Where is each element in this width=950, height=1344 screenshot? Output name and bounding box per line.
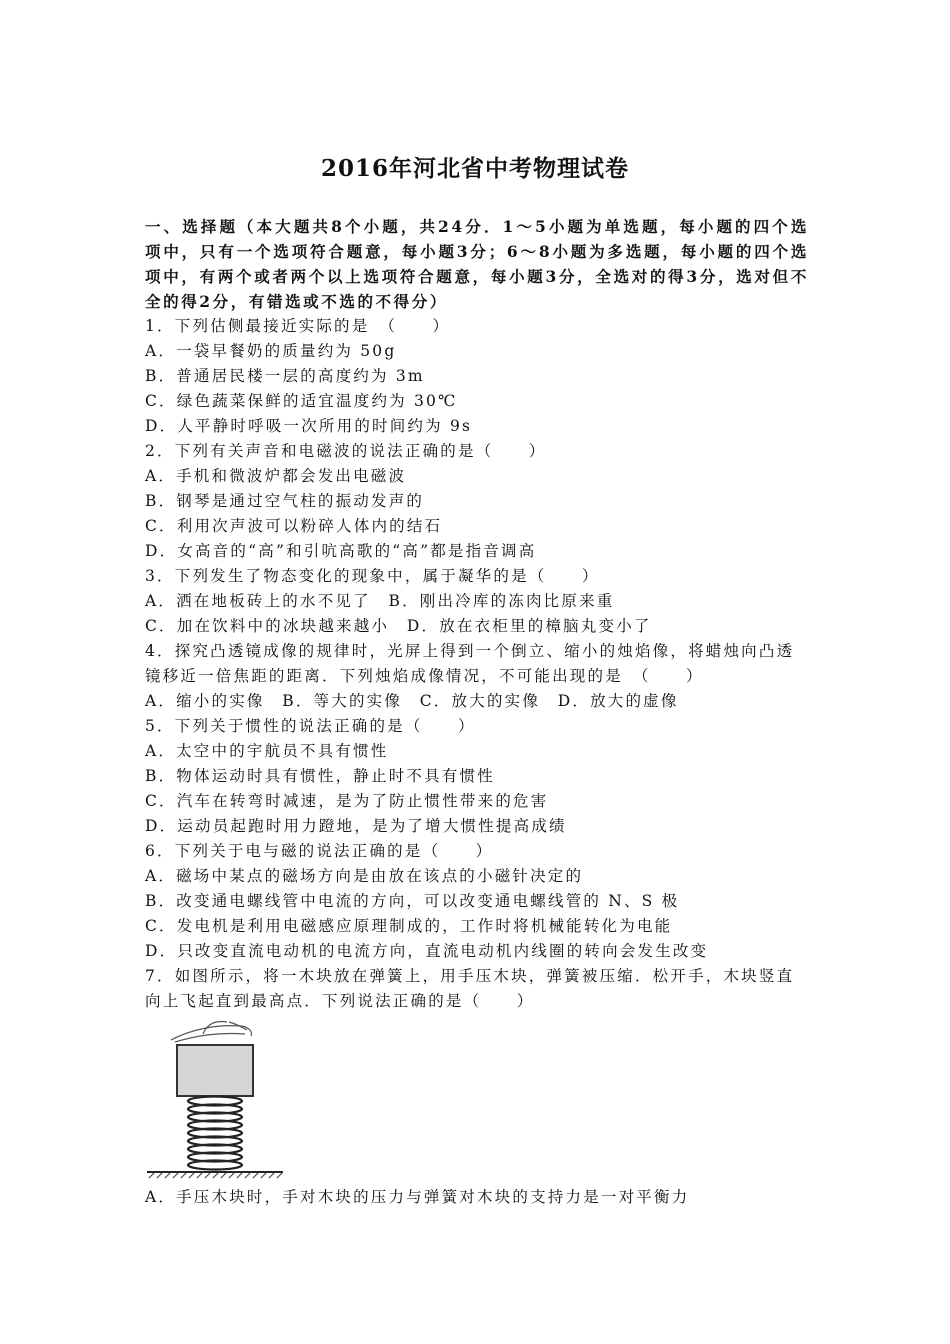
spring-block-diagram [145, 1018, 285, 1183]
question-7-option-a: A．手压木块时，手对木块的压力与弹簧对木块的支持力是一对平衡力 [145, 1188, 690, 1206]
question-6-option-c: C．发电机是利用电磁感应原理制成的，工作时将机械能转化为电能 [145, 917, 673, 935]
question-2-option-b: B．钢琴是通过空气柱的振动发声的 [145, 492, 425, 510]
question-5-option-d: D．运动员起跑时用力蹬地，是为了增大惯性提高成绩 [145, 817, 567, 835]
wooden-block [177, 1045, 253, 1096]
question-2-option-a: A．手机和微波炉都会发出电磁波 [145, 467, 407, 485]
question-7-stem: 7．如图所示，将一木块放在弹簧上，用手压木块，弹簧被压缩．松开手，木块竖直向上飞起直到最高点．下列说法正确的是（ ） [145, 967, 795, 1010]
question-6-option-b: B．改变通电螺线管中电流的方向，可以改变通电螺线管的 N、S 极 [145, 892, 680, 910]
hand-illustration [171, 1022, 252, 1043]
question-6-option-a: A．磁场中某点的磁场方向是由放在该点的小磁针决定的 [145, 867, 584, 885]
question-5-option-a: A．太空中的宇航员不具有惯性 [145, 742, 389, 760]
question-1-option-c: C．绿色蔬菜保鲜的适宜温度约为 30℃ [145, 392, 458, 410]
question-4-options: A．缩小的实像 B．等大的实像 C．放大的实像 D．放大的虚像 [145, 692, 679, 710]
question-2-option-d: D．女高音的“高”和引吭高歌的“高”都是指音调高 [145, 542, 537, 560]
question-3-stem: 3．下列发生了物态变化的现象中，属于凝华的是（ ） [145, 567, 600, 585]
question-5-option-b: B．物体运动时具有惯性，静止时不具有惯性 [145, 767, 495, 785]
question-2-option-c: C．利用次声波可以粉碎人体内的结石 [145, 517, 443, 535]
question-4-stem: 4．探究凸透镜成像的规律时，光屏上得到一个倒立、缩小的烛焰像，将蜡烛向凸透镜移近一倍焦距的距离．下列烛焰成像情况，不可能出现的是 （ ） [145, 642, 795, 685]
question-2-stem: 2．下列有关声音和电磁波的说法正确的是（ ） [145, 442, 547, 460]
question-3-option-cd: C．加在饮料中的冰块越来越小 D．放在衣柜里的樟脑丸变小了 [145, 617, 652, 635]
question-6-option-d: D．只改变直流电动机的电流方向，直流电动机内线圈的转向会发生改变 [145, 942, 709, 960]
question-1-option-a: A．一袋早餐奶的质量约为 50g [145, 342, 397, 360]
question-5-option-c: C．汽车在转弯时减速，是为了防止惯性带来的危害 [145, 792, 549, 810]
section-heading: 一、选择题（本大题共8个小题，共24分．1～5小题为单选题，每小题的四个选项中，只有一个选项符合题意，每小题3分；6～8小题为多选题，每小题的四个选项中，有两个或者两个以上选项符合题意，每小题3分，全选对的得3分，选对但不全的得2分，有错选或不选的不得分） [145, 217, 809, 311]
spring [188, 1097, 242, 1170]
question-1-option-b: B．普通居民楼一层的高度约为 3m [145, 367, 425, 385]
question-1-stem: 1．下列估侧最接近实际的是 （ ） [145, 317, 451, 335]
question-1-option-d: D．人平静时呼吸一次所用的时间约为 9s [145, 417, 473, 435]
spring-block-figure [145, 1018, 285, 1183]
question-content [145, 214, 809, 1014]
question-3-option-ab: A．洒在地板砖上的水不见了 B．刚出冷库的冻肉比原来重 [145, 592, 615, 610]
question-6-stem: 6．下列关于电与磁的说法正确的是（ ） [145, 842, 494, 860]
exam-title: 2016年河北省中考物理试卷 [320, 155, 629, 182]
question-5-stem: 5．下列关于惯性的说法正确的是（ ） [145, 717, 476, 735]
question-7-options [145, 1185, 809, 1210]
